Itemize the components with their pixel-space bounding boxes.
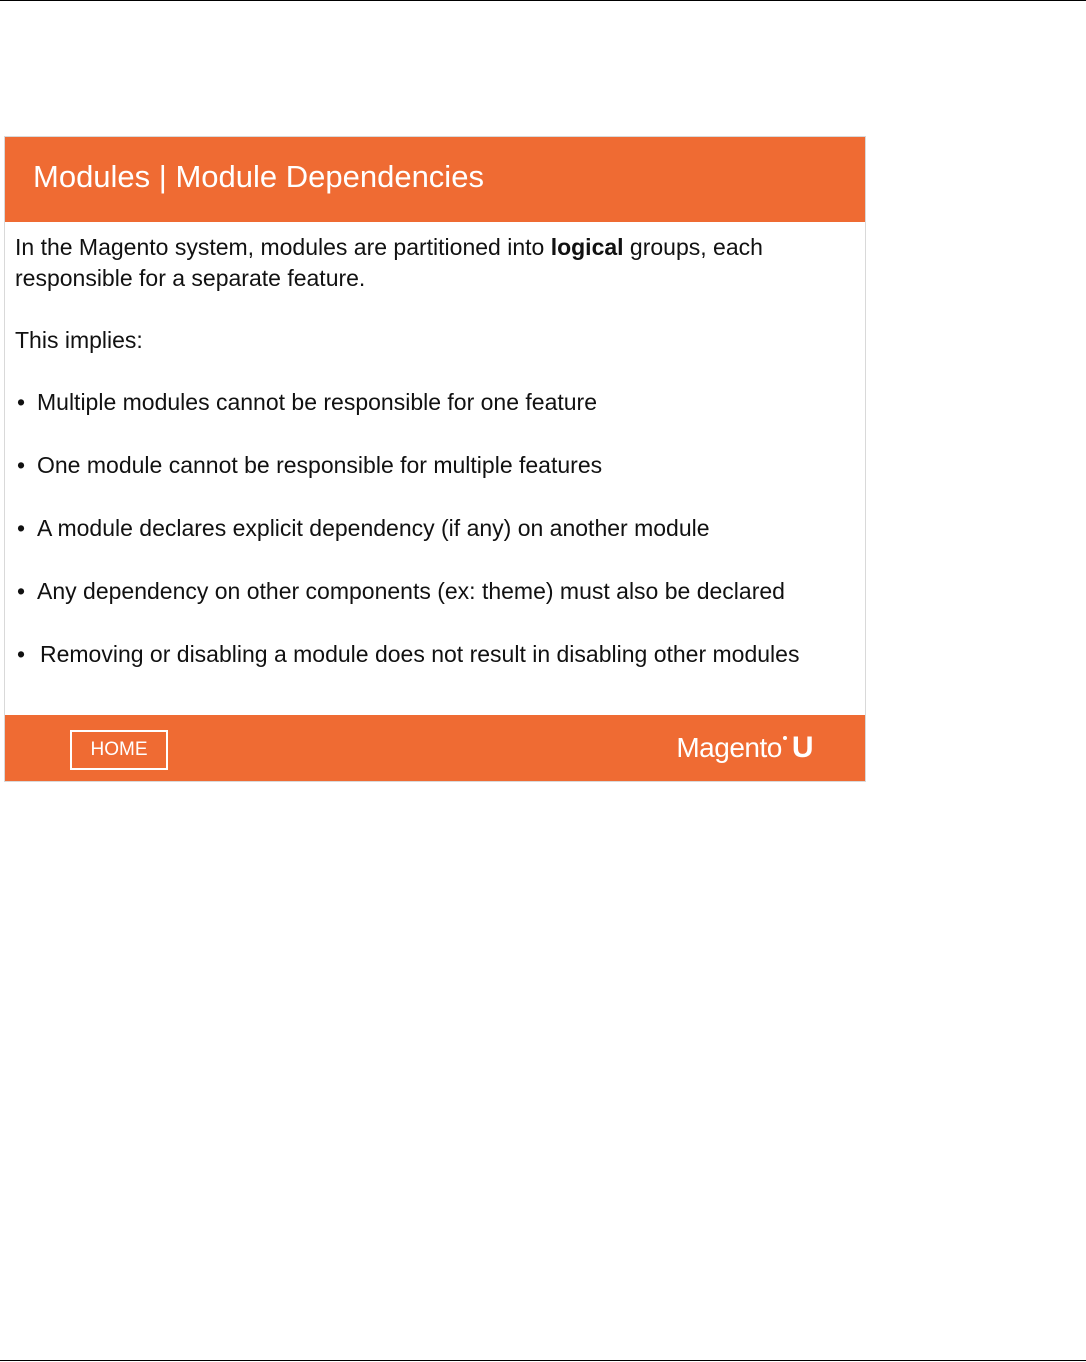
slide	[4, 136, 866, 782]
bullet-icon: •	[17, 452, 26, 478]
bullet-icon: •	[17, 515, 26, 541]
brand-suffix: U	[791, 731, 813, 764]
slide-title: Modules | Module Dependencies	[33, 159, 484, 194]
intro-text-bold: logical	[550, 234, 624, 260]
slide-body	[15, 232, 855, 670]
intro-text-end: groups, each responsible for a separate feature.	[15, 234, 763, 291]
magento-u-logo	[676, 731, 813, 765]
bullet-text: A module declares explicit dependency (if any) on another module	[37, 515, 710, 541]
bullet-item	[15, 450, 855, 481]
implies-text: This implies:	[15, 327, 143, 353]
slide-header	[5, 137, 865, 222]
bullet-item	[15, 387, 855, 418]
bullet-icon: •	[17, 578, 26, 604]
bullet-item	[15, 513, 855, 544]
bullet-text: One module cannot be responsible for multiple features	[37, 452, 603, 478]
page-top-rule	[0, 0, 1086, 1]
intro-text-start: In the Magento system, modules are partitioned into	[15, 234, 551, 260]
page-bottom-rule	[0, 1360, 1086, 1361]
brand-name: Magento	[676, 732, 782, 763]
bullet-item	[15, 639, 855, 670]
bullet-list	[15, 387, 855, 670]
brand-dot-icon	[783, 736, 787, 740]
slide-footer	[5, 715, 865, 781]
home-button[interactable]: HOME	[70, 730, 168, 770]
bullet-icon: •	[17, 641, 26, 667]
bullet-text: Multiple modules cannot be responsible for one feature	[37, 389, 598, 415]
bullet-text: Removing or disabling a module does not result in disabling other modules	[40, 641, 800, 667]
intro-paragraph	[15, 232, 855, 294]
bullet-icon: •	[17, 389, 26, 415]
bullet-text: Any dependency on other components (ex: theme) must also be declared	[37, 578, 785, 604]
bullet-item	[15, 576, 855, 607]
